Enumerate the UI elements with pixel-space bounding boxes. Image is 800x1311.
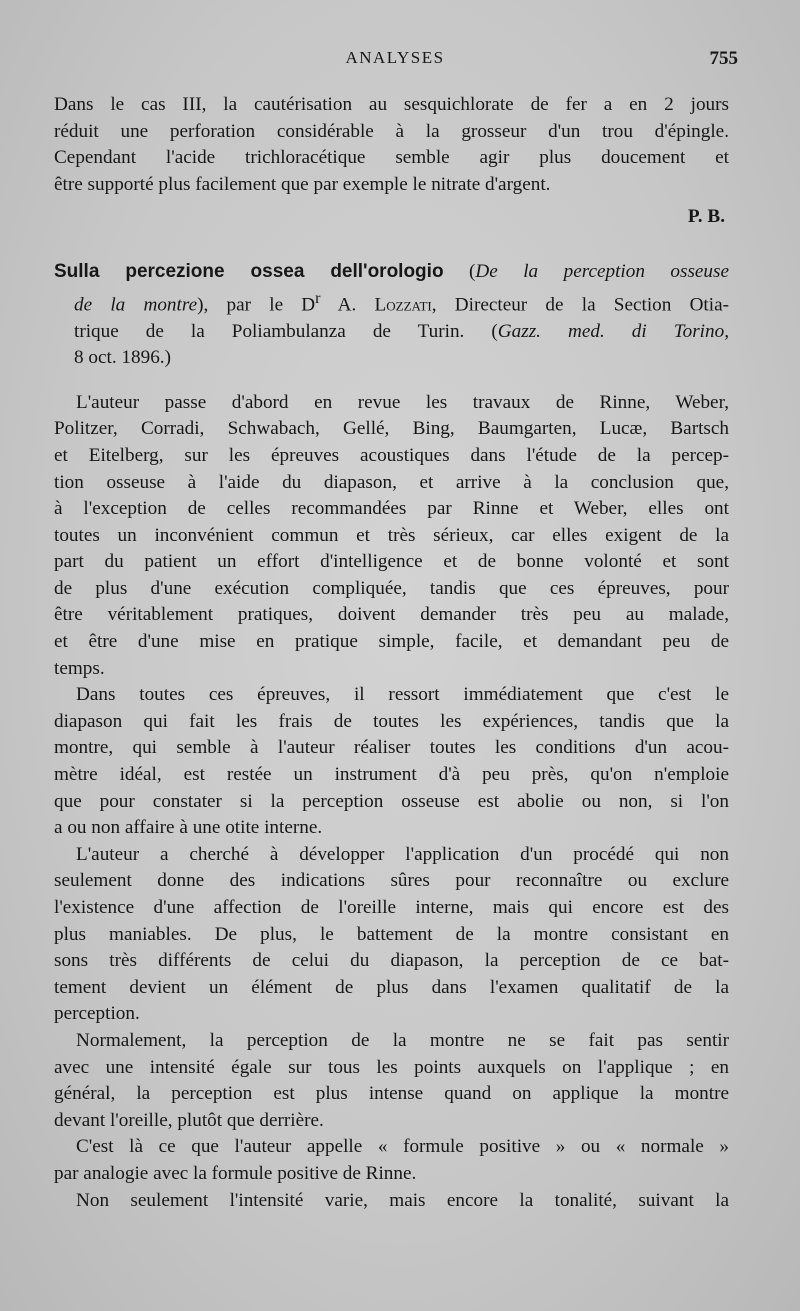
- text-line: tement devient un élément de plus dans l'examen qualitatif de la: [54, 976, 729, 998]
- text-line: de plus d'une exécution compliquée, tandis que ces épreuves, pour: [54, 577, 729, 599]
- article-heading: [54, 259, 729, 372]
- text-line: Dans le cas III, la cautérisation au sesquichlorate de fer a en 2 jours: [54, 94, 729, 115]
- text-line: à l'exception de celles recommandées par Rinne et Weber, elles ont: [54, 498, 729, 520]
- heading-affiliation-2: trique de la Poliambulanza de Turin. (: [74, 320, 498, 342]
- heading-line-1: [54, 259, 729, 286]
- paragraph-6: [54, 1188, 729, 1215]
- text-line: a ou non affaire à une otite interne.: [54, 817, 323, 839]
- heading-translated-title-1: De la perception osseuse: [475, 260, 730, 282]
- text-line: l'existence d'une affection de l'oreille interne, mais qui encore est des: [54, 897, 729, 919]
- heading-paren-open: (: [443, 260, 476, 282]
- text-line: temps.: [54, 657, 105, 679]
- running-title: ANALYSES: [345, 48, 445, 67]
- text-line: Cependant l'acide trichloracétique semble agir plus doucement et: [54, 147, 729, 169]
- text-line: devant l'oreille, plutôt que derrière.: [54, 1109, 324, 1131]
- heading-line-4: 8 oct. 1896.): [74, 347, 171, 369]
- intro-paragraph: [54, 92, 729, 198]
- text-line: montre, qui semble à l'auteur réaliser toutes les conditions d'un acou-: [54, 737, 729, 759]
- heading-affiliation: , Directeur de la Section Otia-: [431, 293, 729, 315]
- text-line: Politzer, Corradi, Schwabach, Gellé, Bing, Baumgarten, Lucæ, Bartsch: [54, 418, 729, 440]
- text-line: réduit une perforation considérable à la grosseur d'un trou d'épingle.: [54, 120, 729, 142]
- heading-translated-title-2: de la montre: [74, 293, 198, 315]
- text-line: toutes un inconvénient commun et très sérieux, car elles exigent de la: [54, 524, 729, 546]
- text-line: Normalement, la perception de la montre ne se fait pas sentir: [76, 1029, 729, 1051]
- journal-name: Gazz. med. di Torino,: [497, 320, 729, 342]
- text-line: L'auteur passe d'abord en revue les travaux de Rinne, Weber,: [76, 391, 729, 413]
- signature: P. B.: [687, 206, 725, 228]
- heading-author-prefix: ), par le D: [197, 293, 316, 315]
- page-number: 755: [709, 48, 738, 69]
- text-line: par analogie avec la formule positive de Rinne.: [54, 1162, 417, 1184]
- text-line: Dans toutes ces épreuves, il ressort immédiatement que c'est le: [76, 684, 729, 706]
- text-line: perception.: [54, 1003, 140, 1025]
- text-line: mètre idéal, est restée un instrument d'à peu près, qu'on n'emploie: [54, 764, 729, 786]
- page-header: [52, 48, 738, 78]
- author-name: Lozzati: [374, 293, 432, 315]
- paragraph-2: [54, 682, 729, 842]
- text-line: et être d'une mise en pratique simple, facile, et demandant peu de: [54, 631, 729, 653]
- text-line: tion osseuse à l'aide du diapason, et arrive à la conclusion que,: [54, 471, 729, 493]
- section-spacer: [54, 231, 729, 259]
- text-line: plus maniables. De plus, le battement de la montre consistant en: [54, 923, 729, 945]
- text-line: Non seulement l'intensité varie, mais encore la tonalité, suivant la: [76, 1189, 729, 1211]
- heading-line-2: [54, 286, 729, 319]
- text-line: seulement donne des indications sûres pour reconnaître ou exclure: [54, 870, 729, 892]
- text-line: sons très différents de celui du diapason, la perception de ce bat-: [54, 950, 729, 972]
- paragraph-5: [54, 1134, 729, 1187]
- text-line: L'auteur a cherché à développer l'application d'un procédé qui non: [76, 843, 729, 865]
- heading-line-3: [54, 319, 729, 346]
- text-line: avec une intensité égale sur tous les points auxquels on l'applique ; en: [54, 1056, 729, 1078]
- text-line: être supporté plus facilement que par exemple le nitrate d'argent.: [54, 173, 551, 195]
- text-line: que pour constater si la perception osseuse est abolie ou non, si l'on: [54, 790, 729, 812]
- heading-author-initial: A.: [320, 293, 375, 315]
- paragraph-3: [54, 842, 729, 1028]
- paragraph-1: [54, 390, 729, 683]
- article-title: Sulla percezione ossea dell'orologio: [54, 260, 444, 282]
- body-text: [54, 92, 729, 1214]
- text-line: C'est là ce que l'auteur appelle « formule positive » ou « normale »: [76, 1136, 729, 1158]
- text-line: diapason qui fait les frais de toutes les expériences, tandis que la: [54, 710, 729, 732]
- text-line: général, la perception est plus intense quand on applique la montre: [54, 1083, 729, 1105]
- paragraph-4: [54, 1028, 729, 1134]
- text-line: part du patient un effort d'intelligence et de bonne volonté et sont: [54, 551, 729, 573]
- text-line: être véritablement pratiques, doivent demander très peu au malade,: [54, 604, 729, 626]
- heading-dr-superscript: r: [315, 289, 321, 307]
- text-line: et Eitelberg, sur les épreuves acoustiques dans l'étude de la percep-: [54, 444, 729, 466]
